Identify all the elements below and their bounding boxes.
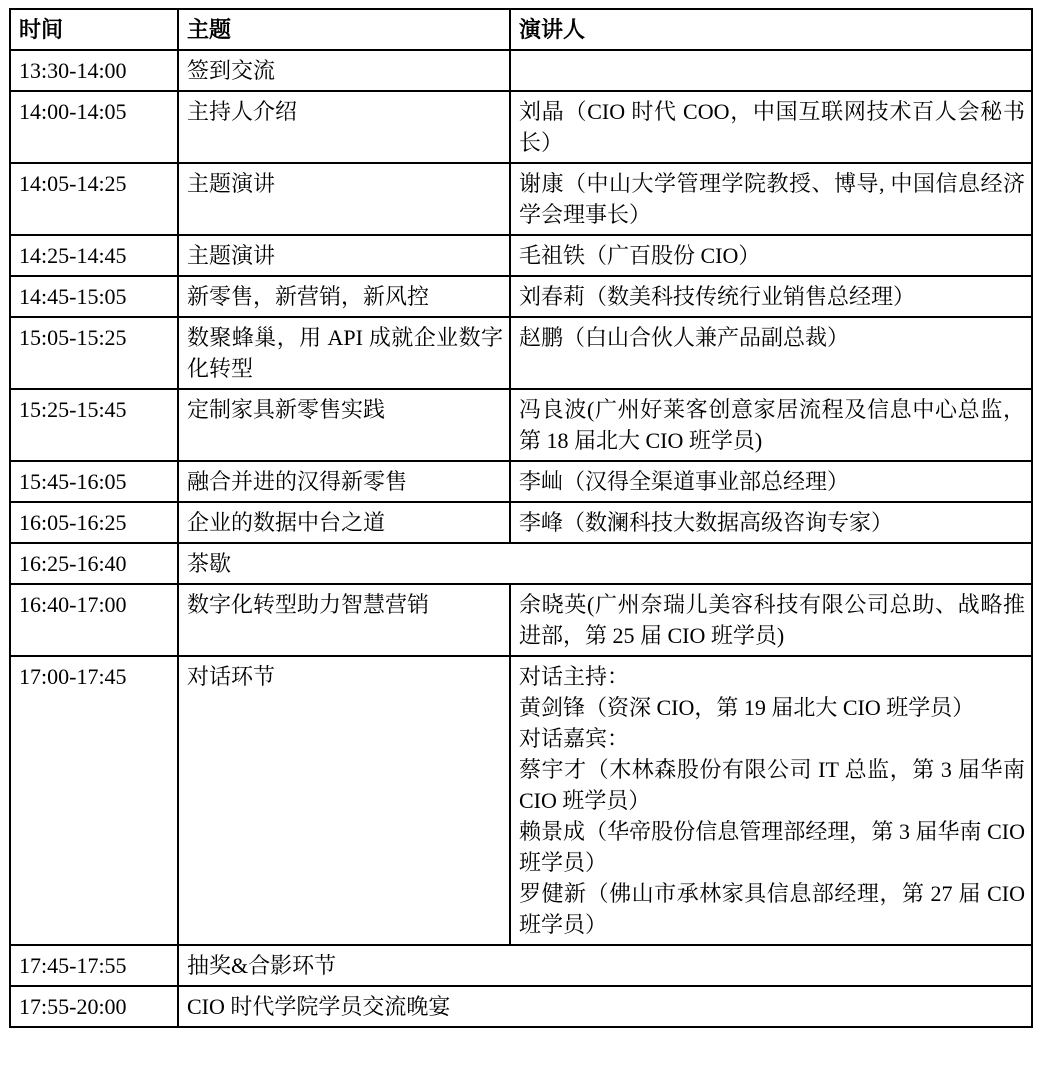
schedule-table — [9, 8, 1033, 1028]
speaker-cell — [510, 389, 1032, 461]
speaker-cell — [510, 317, 1032, 389]
header-row — [10, 9, 1032, 50]
speaker-paragraph: 蔡宇才（木林森股份有限公司 IT 总监，第 3 届华南 CIO 班学员） — [519, 757, 1025, 813]
column-header-speaker: 演讲人 — [510, 9, 1032, 50]
schedule-body — [10, 50, 1032, 1027]
time-cell: 13:30-14:00 — [10, 50, 178, 91]
table-row — [10, 50, 1032, 91]
time-cell: 15:25-15:45 — [10, 389, 178, 461]
topic-cell: 主题演讲 — [178, 163, 510, 235]
topic-cell: 抽奖&合影环节 — [178, 945, 1032, 986]
speaker-paragraph: 李峰（数澜科技大数据高级咨询专家） — [519, 510, 894, 535]
table-row — [10, 584, 1032, 656]
speaker-paragraph: 谢康（中山大学管理学院教授、博导, 中国信息经济学会理事长） — [519, 171, 1025, 227]
topic-cell: 对话环节 — [178, 656, 510, 945]
speaker-paragraph: 黄剑锋（资深 CIO，第 19 届北大 CIO 班学员） — [519, 695, 975, 720]
speaker-cell — [510, 276, 1032, 317]
speaker-cell — [510, 584, 1032, 656]
speaker-paragraph: 毛祖铁（广百股份 CIO） — [519, 243, 761, 268]
speaker-paragraph: 李屾（汉得全渠道事业部总经理） — [519, 469, 850, 494]
time-cell: 15:45-16:05 — [10, 461, 178, 502]
time-cell: 17:55-20:00 — [10, 986, 178, 1027]
time-cell: 14:00-14:05 — [10, 91, 178, 163]
time-cell: 15:05-15:25 — [10, 317, 178, 389]
speaker-paragraph: 冯良波(广州好莱客创意家居流程及信息中心总监，第 18 届北大 CIO 班学员) — [519, 397, 1025, 453]
topic-cell: 数字化转型助力智慧营销 — [178, 584, 510, 656]
speaker-cell — [510, 502, 1032, 543]
topic-cell: CIO 时代学院学员交流晚宴 — [178, 986, 1032, 1027]
table-row — [10, 235, 1032, 276]
table-row — [10, 945, 1032, 986]
speaker-paragraph: 余晓英(广州奈瑞儿美容科技有限公司总助、战略推进部，第 25 届 CIO 班学员) — [519, 592, 1025, 648]
topic-cell: 茶歇 — [178, 543, 1032, 584]
time-cell: 14:45-15:05 — [10, 276, 178, 317]
speaker-cell — [510, 91, 1032, 163]
table-row — [10, 502, 1032, 543]
table-row — [10, 276, 1032, 317]
topic-cell: 主题演讲 — [178, 235, 510, 276]
speaker-paragraph: 对话嘉宾： — [519, 726, 630, 751]
topic-cell: 主持人介绍 — [178, 91, 510, 163]
topic-cell: 新零售，新营销，新风控 — [178, 276, 510, 317]
table-row — [10, 163, 1032, 235]
speaker-paragraph: 对话主持： — [519, 664, 630, 689]
time-cell: 16:40-17:00 — [10, 584, 178, 656]
speaker-paragraph: 刘春莉（数美科技传统行业销售总经理） — [519, 284, 916, 309]
topic-cell: 签到交流 — [178, 50, 510, 91]
table-row — [10, 986, 1032, 1027]
table-row — [10, 389, 1032, 461]
table-row — [10, 461, 1032, 502]
speaker-paragraph: 刘晶（CIO 时代 COO，中国互联网技术百人会秘书长） — [519, 99, 1025, 155]
time-cell: 17:00-17:45 — [10, 656, 178, 945]
column-header-time: 时间 — [10, 9, 178, 50]
speaker-cell — [510, 461, 1032, 502]
speaker-cell — [510, 163, 1032, 235]
topic-cell: 企业的数据中台之道 — [178, 502, 510, 543]
speaker-cell — [510, 656, 1032, 945]
time-cell: 16:05-16:25 — [10, 502, 178, 543]
table-row — [10, 91, 1032, 163]
speaker-cell — [510, 235, 1032, 276]
speaker-paragraph: 赵鹏（白山合伙人兼产品副总裁） — [519, 325, 850, 350]
table-row — [10, 317, 1032, 389]
table-row — [10, 543, 1032, 584]
table-row — [10, 656, 1032, 945]
topic-cell: 数聚蜂巢，用 API 成就企业数字化转型 — [178, 317, 510, 389]
time-cell: 14:05-14:25 — [10, 163, 178, 235]
time-cell: 14:25-14:45 — [10, 235, 178, 276]
speaker-paragraph: 罗健新（佛山市承林家具信息部经理，第 27 届 CIO 班学员） — [519, 881, 1025, 937]
time-cell: 16:25-16:40 — [10, 543, 178, 584]
topic-cell: 定制家具新零售实践 — [178, 389, 510, 461]
column-header-topic: 主题 — [178, 9, 510, 50]
topic-cell: 融合并进的汉得新零售 — [178, 461, 510, 502]
speaker-paragraph: 赖景成（华帝股份信息管理部经理，第 3 届华南 CIO 班学员） — [519, 819, 1025, 875]
time-cell: 17:45-17:55 — [10, 945, 178, 986]
speaker-cell — [510, 50, 1032, 91]
